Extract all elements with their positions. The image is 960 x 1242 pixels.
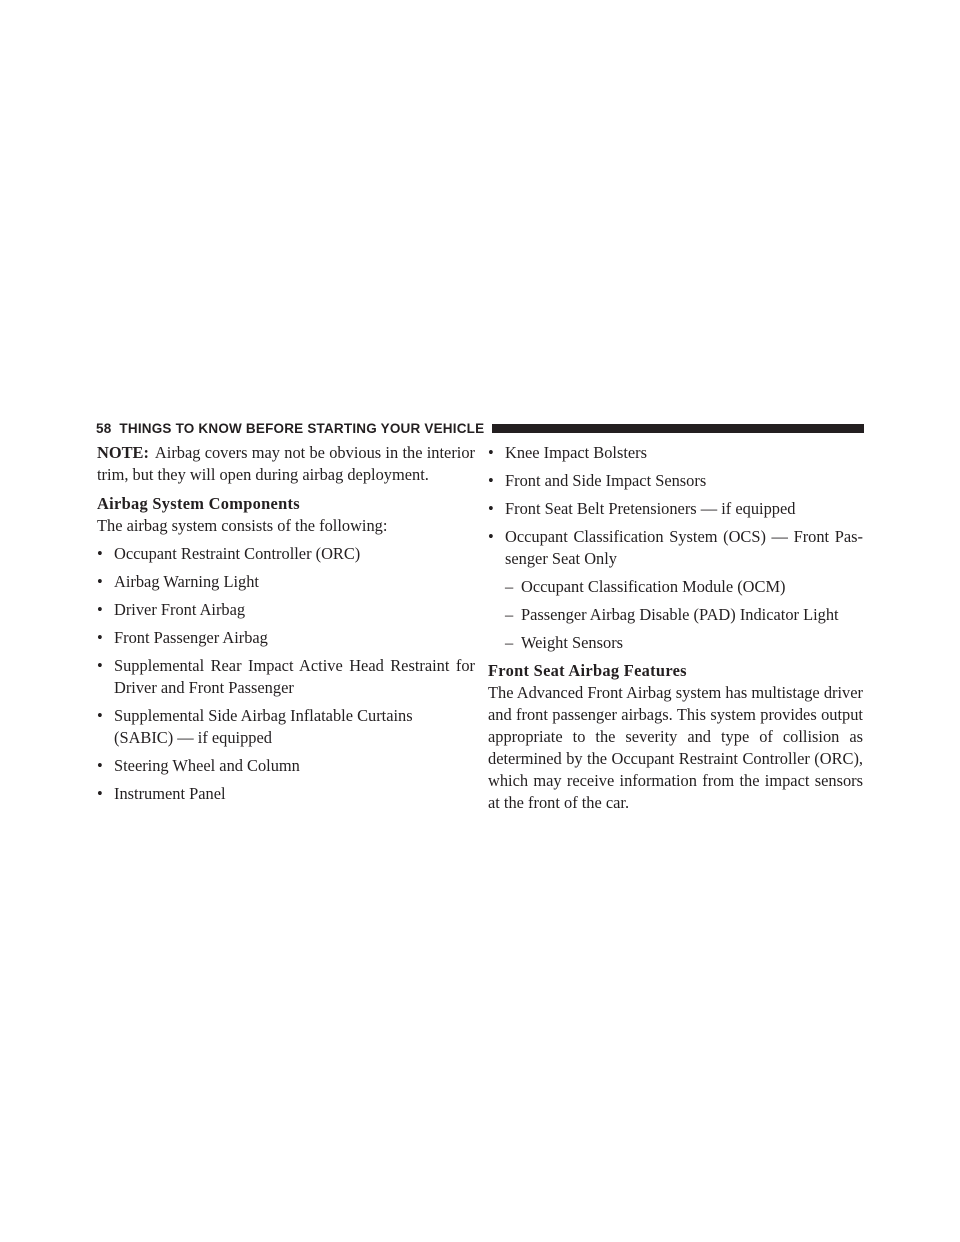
body-paragraph: The Advanced Front Airbag system has multistage driver and front passenger airbags. This system provides output appropriate to the severity and type of collision as determined by the Occupant Restraint Controller (ORC), which may receive information from the impact sensors at the front of the car. (488, 683, 863, 812)
list-item: • Supplemental Rear Impact Active Head Restraint for Driver and Front Passenger (97, 656, 475, 697)
list-item: • Occupant Classification System (OCS) — Front Passenger Seat Only (488, 527, 863, 568)
list-item: • Front and Side Impact Sensors (488, 471, 707, 490)
list-item: • Driver Front Airbag (97, 600, 246, 619)
bullet-icon: • (488, 471, 494, 490)
bullet-icon: • (97, 656, 103, 675)
list-item: • Instrument Panel (97, 784, 226, 803)
bullet-icon: • (97, 544, 103, 563)
bullet-icon: • (97, 600, 103, 619)
right-column (488, 442, 863, 814)
list-item: • Steering Wheel and Column (97, 756, 300, 775)
dash-icon: – (505, 577, 514, 596)
list-item: • Occupant Restraint Controller (ORC) (97, 544, 361, 563)
bullet-icon: • (97, 628, 103, 647)
list-item: • Front Seat Belt Pretensioners — if equipped (488, 499, 796, 518)
left-column (97, 442, 475, 805)
list-item: • Supplemental Side Airbag Inflatable Curtains (SABIC) — if equipped (97, 706, 413, 747)
intro-text: The airbag system consists of the following: (97, 516, 388, 535)
bullet-icon: • (97, 784, 103, 803)
list-item: • Front Passenger Airbag (97, 628, 268, 647)
note-label: NOTE: (97, 443, 149, 462)
page-header (96, 418, 864, 438)
section-title: THINGS TO KNOW BEFORE STARTING YOUR VEHICLE (119, 420, 485, 436)
bullet-icon: • (488, 499, 494, 518)
header-rule (492, 424, 864, 433)
list-item: • Airbag Warning Light (97, 572, 259, 591)
sub-list-item: – Weight Sensors (505, 633, 624, 652)
heading-airbag-components: Airbag System Components (97, 494, 300, 513)
bullet-icon: • (97, 706, 103, 725)
bullet-icon: • (97, 572, 103, 591)
bullet-icon: • (97, 756, 103, 775)
note-text: Airbag covers may not be obvious in the interior trim, but they will open during airbag deployment. (97, 443, 475, 484)
page-number: 58 (96, 420, 112, 436)
list-item: • Knee Impact Bolsters (488, 443, 648, 462)
sub-list-item: – Occupant Classification Module (OCM) (505, 577, 786, 596)
sub-list-item: – Passenger Airbag Disable (PAD) Indicator Light (505, 605, 839, 624)
bullet-icon: • (488, 527, 494, 546)
heading-front-seat-airbag-features: Front Seat Airbag Features (488, 661, 687, 680)
note-paragraph (97, 442, 475, 486)
bullet-icon: • (488, 443, 494, 462)
dash-icon: – (505, 633, 514, 652)
dash-icon: – (505, 605, 514, 624)
